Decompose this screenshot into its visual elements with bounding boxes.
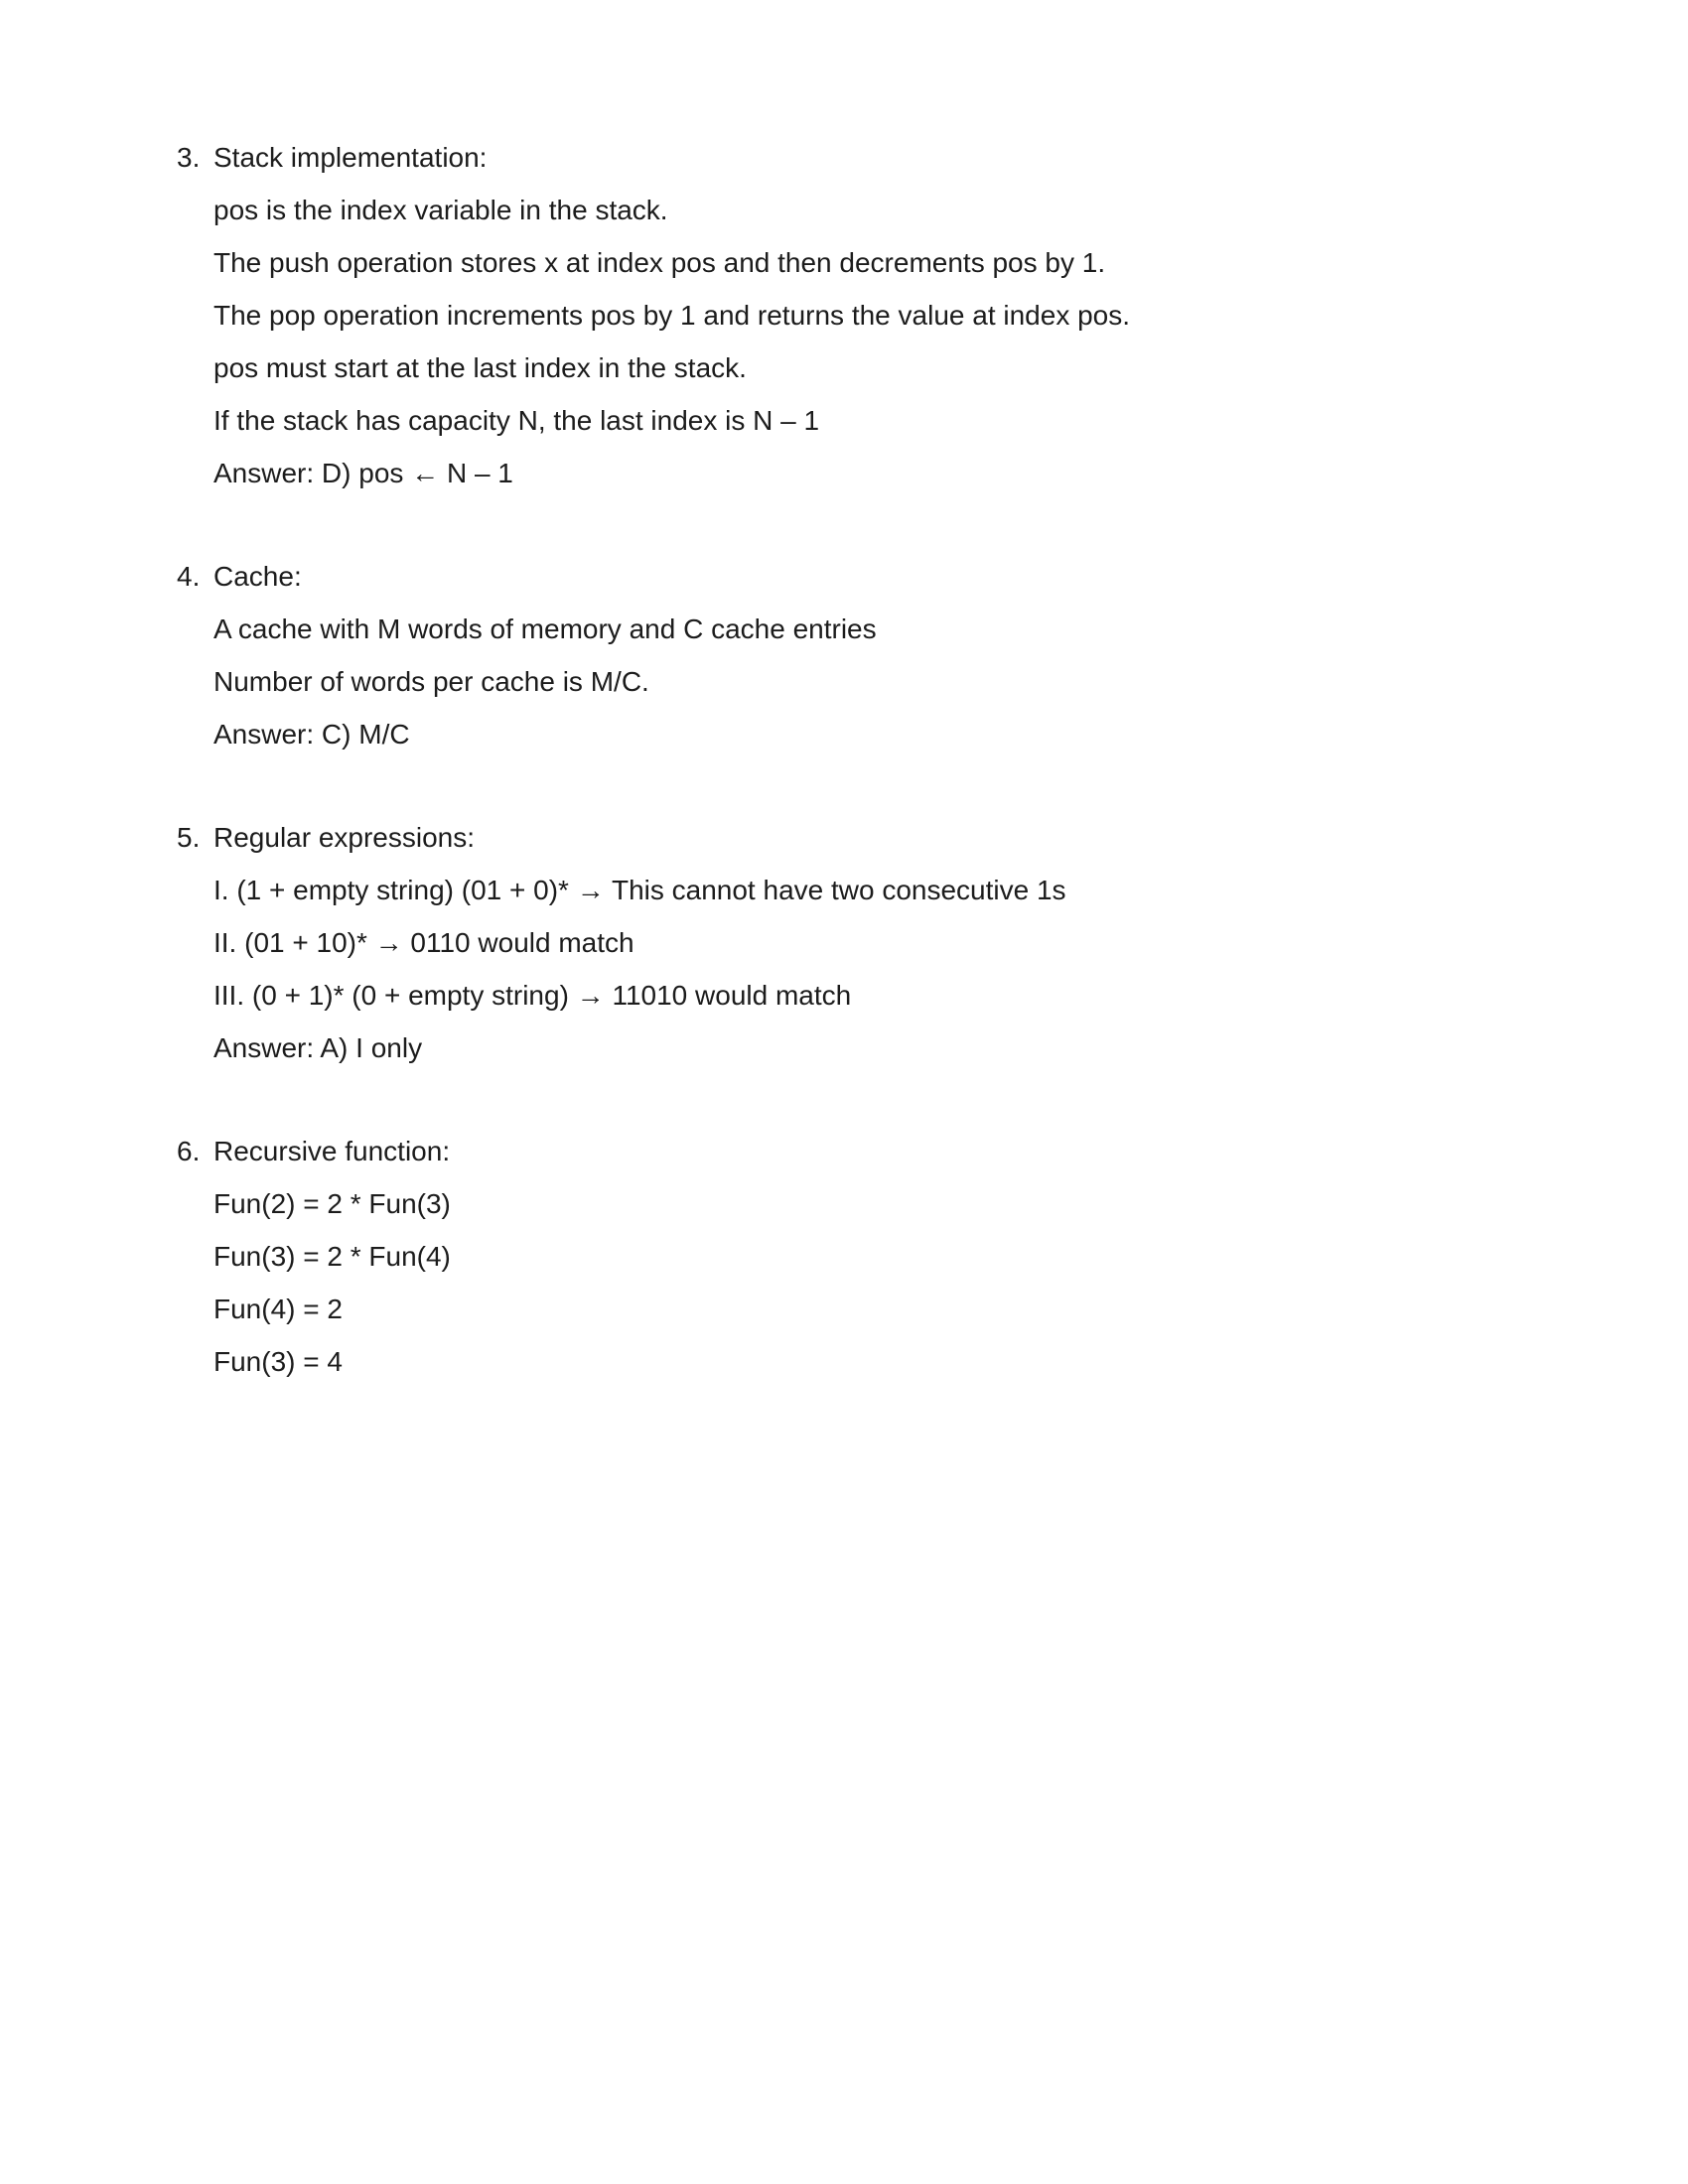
item-title: Stack implementation:: [213, 142, 488, 173]
item-title: Recursive function:: [213, 1136, 451, 1166]
item-line: The pop operation increments pos by 1 and returns the value at index pos.: [213, 300, 1131, 331]
item-line: pos must start at the last index in the stack.: [213, 352, 747, 383]
item-header: [177, 550, 1579, 603]
item-line: Number of words per cache is M/C.: [213, 666, 649, 697]
item-header: [177, 131, 1579, 184]
list-item: [177, 550, 1579, 760]
item-title: Cache:: [213, 561, 302, 592]
list-item: [177, 131, 1579, 499]
item-line: Answer: C) M/C: [213, 719, 410, 750]
item-line: The push operation stores x at index pos and then decrements pos by 1.: [213, 247, 1106, 278]
item-number: 4.: [177, 561, 201, 592]
item-line: III. (0 + 1)* (0 + empty string) → 11010 would match: [213, 980, 852, 1011]
item-number: 5.: [177, 822, 201, 853]
item-number: 6.: [177, 1136, 201, 1166]
item-line: Fun(4) = 2: [213, 1294, 343, 1324]
list-item: [177, 1125, 1579, 1388]
item-number: 3.: [177, 142, 201, 173]
list-item: [177, 811, 1579, 1074]
item-line: pos is the index variable in the stack.: [213, 195, 668, 225]
item-line: Answer: A) I only: [213, 1032, 423, 1063]
item-line: I. (1 + empty string) (01 + 0)* → This cannot have two consecutive 1s: [213, 875, 1066, 905]
item-line: If the stack has capacity N, the last index is N – 1: [213, 405, 820, 436]
item-header: [177, 811, 1579, 864]
item-title: Regular expressions:: [213, 822, 476, 853]
item-line: Fun(2) = 2 * Fun(3): [213, 1188, 451, 1219]
item-line: Fun(3) = 4: [213, 1346, 343, 1377]
item-header: [177, 1125, 1579, 1177]
item-line: Answer: D) pos ← N – 1: [213, 458, 513, 488]
item-line: II. (01 + 10)* → 0110 would match: [213, 927, 634, 958]
answer-list: [177, 131, 1579, 1388]
item-line: A cache with M words of memory and C cache entries: [213, 614, 877, 644]
item-line: Fun(3) = 2 * Fun(4): [213, 1241, 451, 1272]
